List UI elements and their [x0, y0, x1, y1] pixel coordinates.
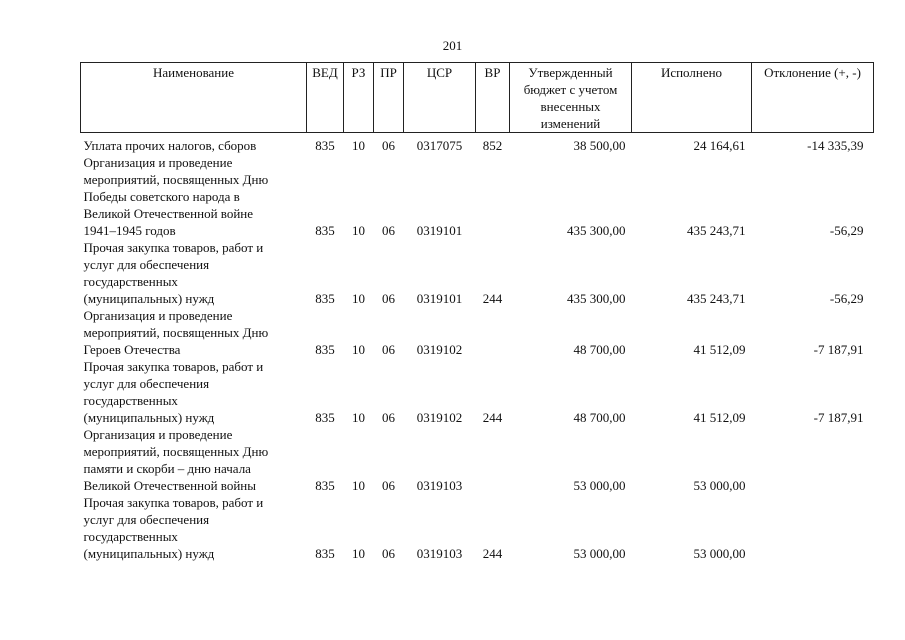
cell-executed: 24 164,61	[693, 138, 746, 153]
cell-ved: 835	[315, 291, 335, 306]
cell-ved: 835	[315, 138, 335, 153]
cell-ved: 835	[315, 546, 335, 561]
cell-approved: 53 000,00	[573, 546, 626, 561]
table-row	[81, 358, 874, 426]
cell-deviation: -7 187,91	[813, 410, 864, 425]
cell-name	[81, 154, 307, 239]
cell-approved: 48 700,00	[573, 410, 626, 425]
header-approved: Утвержденный бюджет с учетом внесенных изменений	[510, 63, 632, 133]
cell-name	[81, 494, 307, 562]
cell-pr: 06	[382, 138, 395, 153]
cell-deviation	[752, 426, 874, 494]
header-rz: РЗ	[344, 63, 374, 133]
name-line: Уплата прочих налогов, сборов	[83, 138, 257, 153]
cell-ved: 835	[315, 410, 335, 425]
cell-vr: 244	[482, 410, 503, 425]
cell-deviation: -14 335,39	[807, 138, 864, 153]
cell-approved: 38 500,00	[573, 138, 626, 153]
cell-pr: 06	[382, 410, 395, 425]
cell-approved: 435 300,00	[567, 291, 626, 306]
table-row	[81, 494, 874, 562]
cell-csr: 0319102	[416, 410, 463, 425]
cell-name	[81, 307, 307, 358]
header-vr: ВР	[476, 63, 510, 133]
cell-approved: 48 700,00	[573, 342, 626, 357]
cell-csr: 0319102	[416, 342, 463, 357]
cell-rz: 10	[352, 478, 365, 493]
cell-vr	[476, 426, 510, 494]
name-line: Великой Отечественной войны	[83, 478, 256, 493]
name-line: услуг для обеспечения	[83, 257, 210, 272]
cell-rz: 10	[352, 342, 365, 357]
name-line: услуг для обеспечения	[83, 512, 210, 527]
cell-executed: 53 000,00	[693, 546, 746, 561]
name-line: 1941–1945 годов	[83, 223, 176, 238]
table-row	[81, 239, 874, 307]
name-line: услуг для обеспечения	[83, 376, 210, 391]
cell-csr: 0319101	[416, 223, 463, 238]
name-line: Великой Отечественной войне	[83, 206, 254, 221]
header-row	[81, 63, 874, 133]
cell-pr: 06	[382, 291, 395, 306]
budget-execution-table	[80, 62, 874, 562]
name-line: Организация и проведение	[83, 155, 233, 170]
header-pr: ПР	[374, 63, 404, 133]
table-body	[81, 133, 874, 563]
cell-rz: 10	[352, 138, 365, 153]
header-name: Наименование	[81, 63, 307, 133]
cell-rz: 10	[352, 291, 365, 306]
header-executed: Исполнено	[632, 63, 752, 133]
cell-rz: 10	[352, 223, 365, 238]
cell-executed: 41 512,09	[693, 410, 746, 425]
cell-executed: 41 512,09	[693, 342, 746, 357]
cell-pr: 06	[382, 546, 395, 561]
table-row	[81, 307, 874, 358]
header-ved: ВЕД	[307, 63, 344, 133]
name-line: (муниципальных) нужд	[83, 410, 215, 425]
name-line: Организация и проведение	[83, 308, 233, 323]
name-line: Героев Отечества	[83, 342, 181, 357]
name-line: памяти и скорби – дню начала	[83, 461, 251, 476]
cell-executed: 435 243,71	[687, 291, 746, 306]
name-line: Прочая закупка товаров, работ и	[83, 359, 264, 374]
page-number: 201	[442, 38, 463, 53]
name-line: (муниципальных) нужд	[83, 546, 215, 561]
cell-pr: 06	[382, 478, 395, 493]
cell-ved: 835	[315, 223, 335, 238]
name-line: Победы советского народа в	[83, 189, 240, 204]
cell-deviation: -56,29	[829, 291, 864, 306]
cell-vr	[476, 154, 510, 239]
table-row	[81, 154, 874, 239]
cell-vr: 244	[482, 546, 503, 561]
cell-pr: 06	[382, 223, 395, 238]
cell-rz: 10	[352, 546, 365, 561]
name-line: мероприятий, посвященных Дню	[83, 172, 269, 187]
cell-ved: 835	[315, 478, 335, 493]
cell-executed: 435 243,71	[687, 223, 746, 238]
table-row	[81, 137, 874, 154]
cell-approved: 435 300,00	[567, 223, 626, 238]
cell-deviation: -56,29	[829, 223, 864, 238]
cell-csr: 0319101	[416, 291, 463, 306]
name-line: Прочая закупка товаров, работ и	[83, 495, 264, 510]
name-line: мероприятий, посвященных Дню	[83, 444, 269, 459]
cell-vr: 244	[482, 291, 503, 306]
table-header	[81, 63, 874, 133]
cell-name	[81, 358, 307, 426]
cell-name	[81, 426, 307, 494]
header-csr: ЦСР	[404, 63, 476, 133]
name-line: (муниципальных) нужд	[83, 291, 215, 306]
cell-name	[81, 239, 307, 307]
cell-deviation	[752, 494, 874, 562]
cell-rz: 10	[352, 410, 365, 425]
name-line: государственных	[83, 274, 178, 289]
name-line: Организация и проведение	[83, 427, 233, 442]
cell-csr: 0319103	[416, 546, 463, 561]
name-line: мероприятий, посвященных Дню	[83, 325, 269, 340]
name-line: государственных	[83, 529, 178, 544]
cell-approved: 53 000,00	[573, 478, 626, 493]
table-row	[81, 426, 874, 494]
cell-deviation: -7 187,91	[813, 342, 864, 357]
cell-executed: 53 000,00	[693, 478, 746, 493]
name-line: Прочая закупка товаров, работ и	[83, 240, 264, 255]
cell-csr: 0319103	[416, 478, 463, 493]
cell-csr: 0317075	[416, 138, 463, 153]
header-deviation: Отклонение (+, -)	[752, 63, 874, 133]
cell-name	[81, 137, 307, 154]
name-line: государственных	[83, 393, 178, 408]
cell-vr: 852	[482, 138, 503, 153]
cell-pr: 06	[382, 342, 395, 357]
cell-vr	[476, 307, 510, 358]
cell-ved: 835	[315, 342, 335, 357]
